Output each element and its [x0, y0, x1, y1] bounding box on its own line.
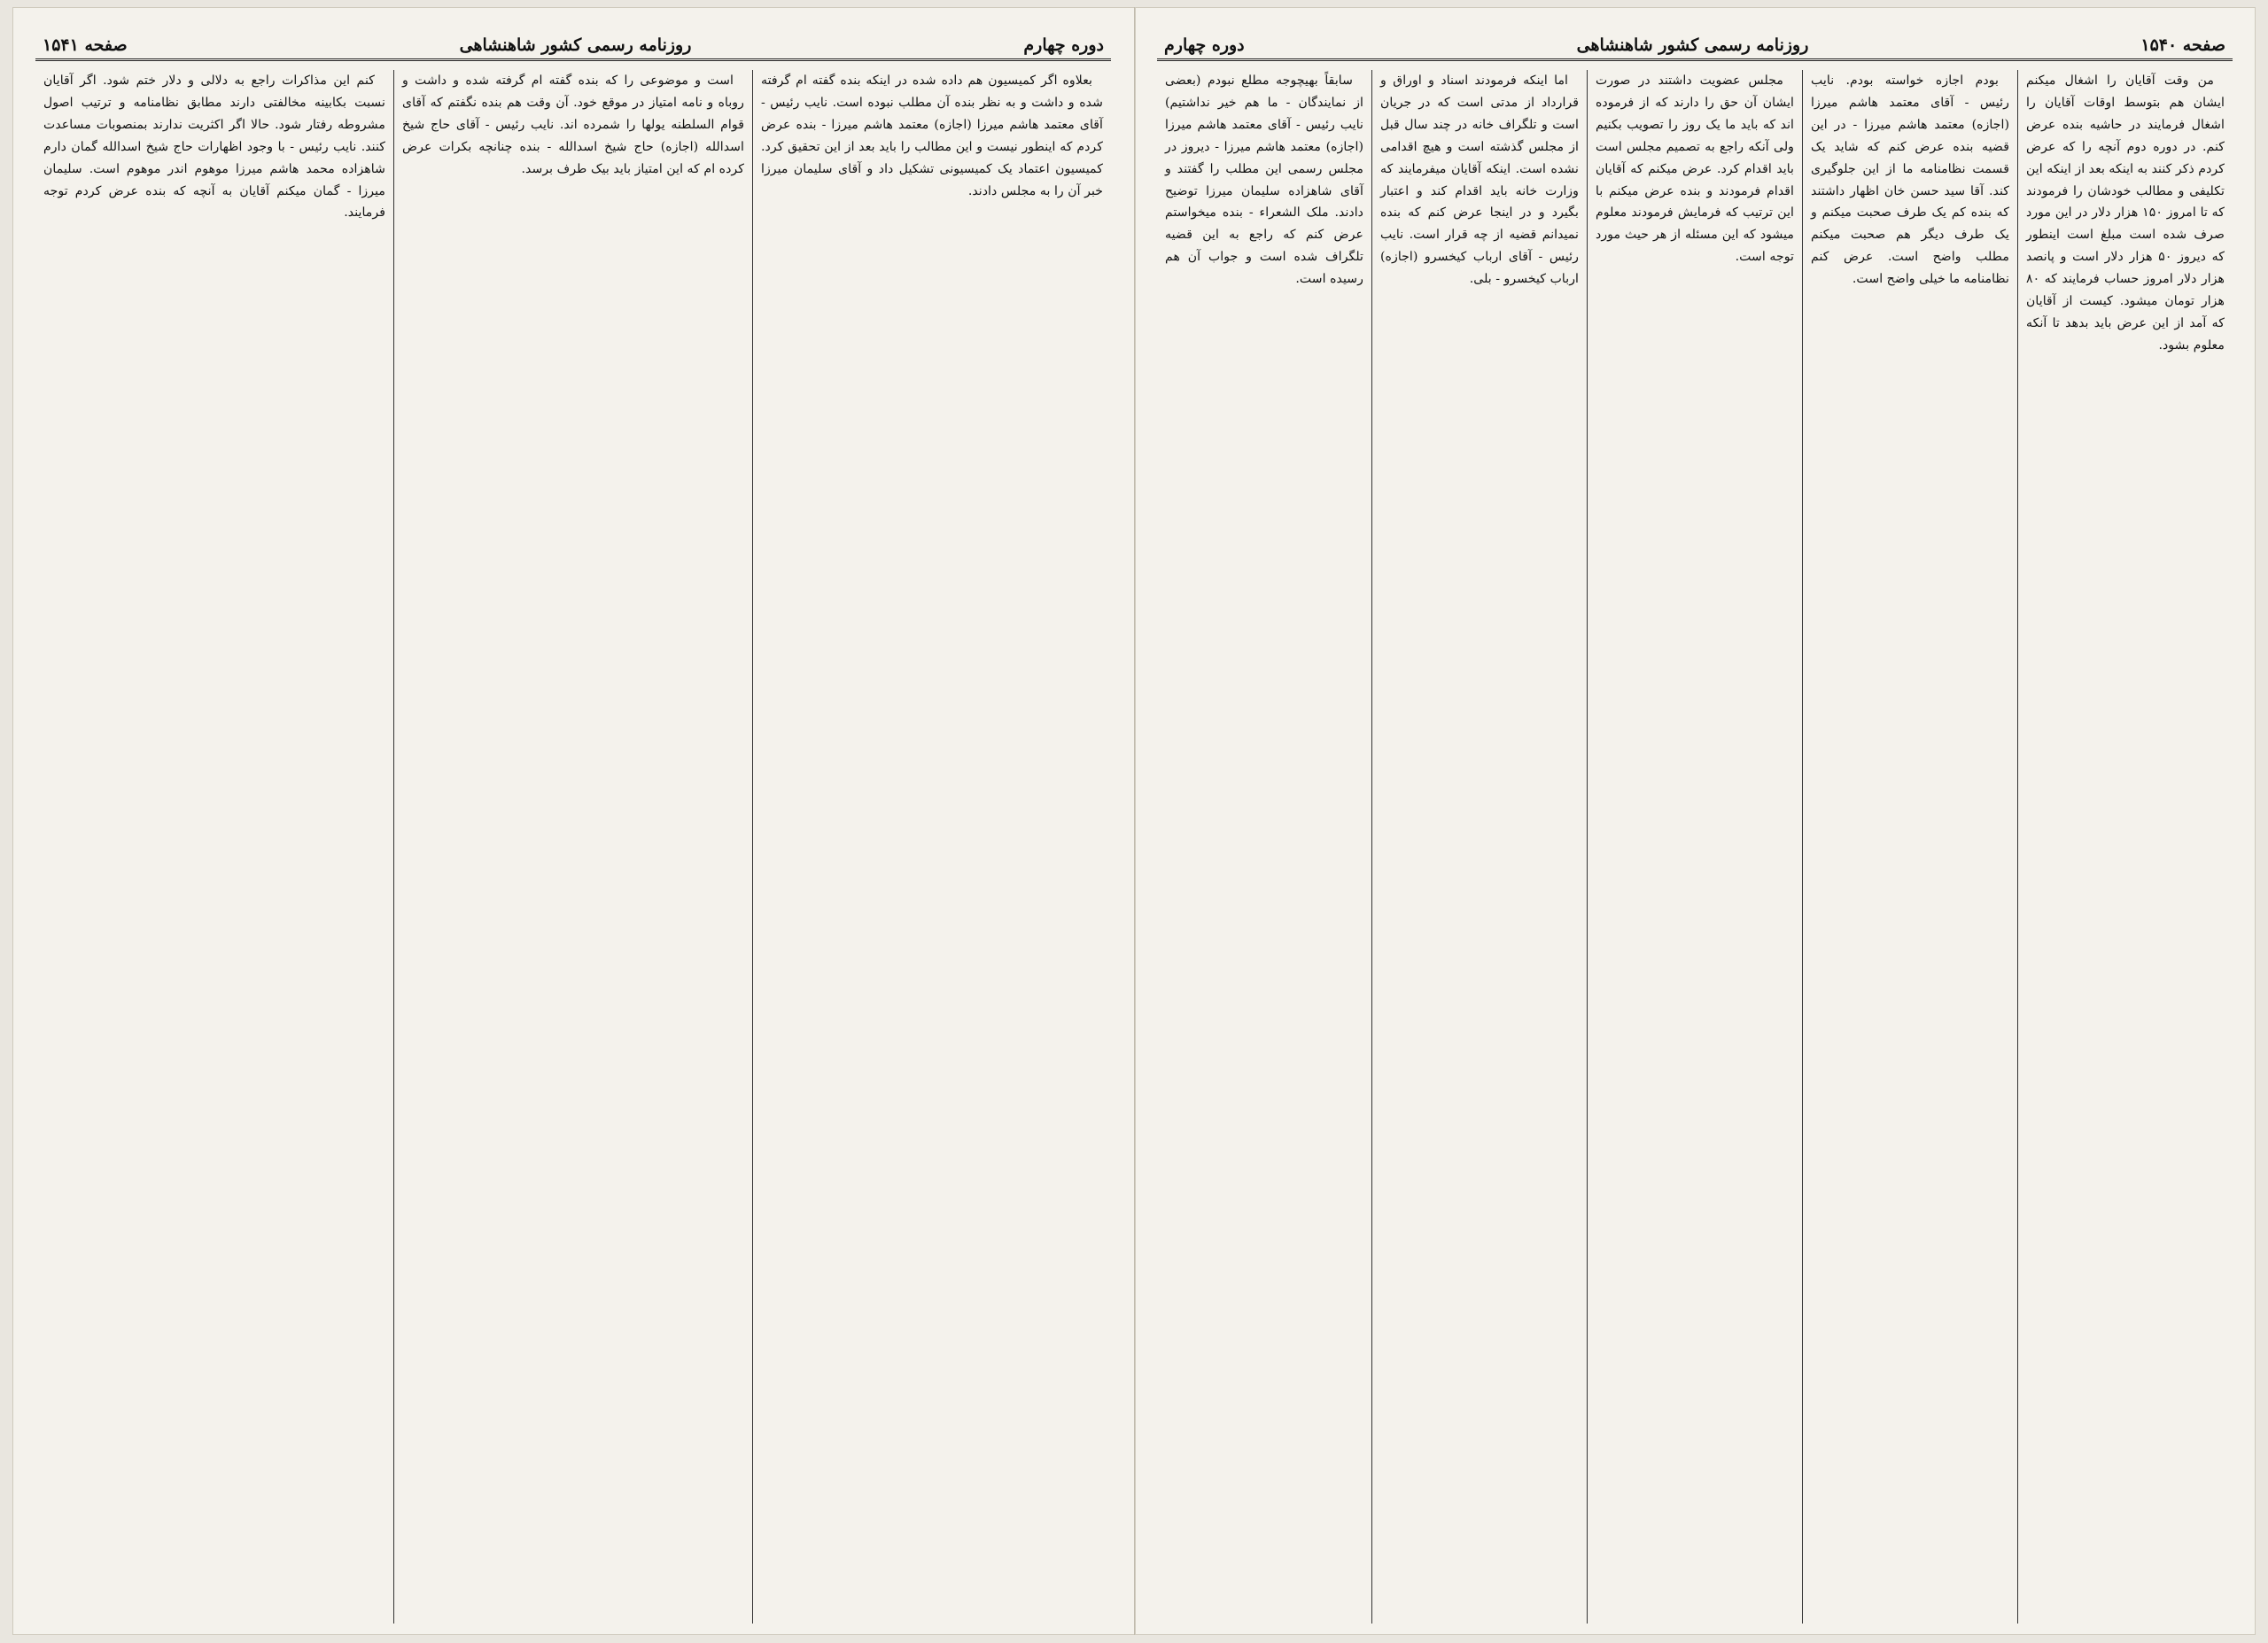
text-column [753, 70, 1111, 1624]
text-column [35, 70, 394, 1624]
newspaper-spread [12, 7, 2256, 1635]
right-page [1134, 7, 2256, 1635]
column-text: من وقت آقایان را اشغال میکنم ایشان هم بتوسط اوقات آقایان را اشغال فرمایند در حاشیه بنده عرض کنم. در دوره دوم آنچه را که عرض کردم ذکر کنند به اینکه بعد از اینکه این تکلیفی و مطالب خودشان را فرمودند که تا امروز ۱۵۰ هزار دلار در این مورد صرف شده است مبلغ است اینطور که دیروز ۵۰ هزار دلار است و پانصد هزار دلار امروز حساب فرمایند که ۸۰ هزار تومان میشود. کیست از آقایان که آمد از این عرض باید بدهد تا آنکه معلوم بشود. [2026, 74, 2225, 353]
column-text: مجلس عضویت داشتند در صورت ایشان آن حق را دارند که از فرموده اند که باید ما یک روز را تصویب بکنیم ولی آنکه راجع به تصمیم مجلس است باید اقدام کرد. عرض میکنم که آقایان اقدام فرمودند و بنده عرض میکنم با این ترتیب که فرمایش فرمودند معلوم میشود که این مسئله از هر حیث مورد توجه است. [1596, 74, 1794, 265]
text-columns [1157, 70, 2233, 1624]
page-number: صفحه ۱۵۴۰ [2140, 35, 2225, 55]
text-column [1372, 70, 1588, 1624]
column-text: سابقاً بهیچوجه مطلع نبودم (بعضی از نمایندگان - ما هم خیر نداشتیم) نایب رئیس - آقای معتمد هاشم میرزا (اجازه) معتمد هاشم میرزا - دیروز در مجلس رسمی این مطلب را گفتند و آقای شاهزاده سلیمان میرزا توضیح دادند. ملک الشعراء - بنده میخواستم عرض کنم که راجع به این قضیه تلگراف شده است و جواب آن هم رسیده است. [1165, 74, 1363, 287]
column-text: اما اینکه فرمودند اسناد و اوراق و قرارداد از مدتی است که در جریان است و تلگراف خانه در چند سال قبل از مجلس گذشته است و هیچ اقدامی نشده است. اینکه آقایان میفرمایند که وزارت خانه باید اقدام کند و اعتبار بگیرد و در اینجا عرض کنم که بنده نمیدانم قضیه از چه قرار است. نایب رئیس - آقای ارباب کیخسرو (اجازه) ارباب کیخسرو - بلی. [1380, 74, 1579, 287]
text-column [1588, 70, 1803, 1624]
session-label: دوره چهارم [1023, 35, 1104, 55]
column-text: بعلاوه اگر کمیسیون هم داده شده در اینکه بنده گفته ام گرفته شده و داشت و به نظر بنده آن مطلب نبوده است. نایب رئیس - آقای معتمد هاشم میرزا (اجازه) معتمد هاشم میرزا - بنده عرض کردم که اینطور نیست و این مطالب را باید بعد از این تحقیق کرد. کمیسیون اعتماد یک کمیسیونی تشکیل داد و آقای سلیمان میرزا خبر آن را به مجلس دادند. [761, 74, 1103, 198]
column-text: بودم اجازه خواسته بودم. نایب رئیس - آقای معتمد هاشم میرزا (اجازه) معتمد هاشم میرزا - در این قضیه بنده عرض کنم که شاید یک قسمت نظامنامه ما از این جلوگیری کند. آقا سید حسن خان اظهار داشتند که بنده کم یک طرف صحبت میکنم و یک طرف دیگر هم صحبت میکنم مطلب واضح است. عرض کنم نظامنامه ما خیلی واضح است. [1811, 74, 2009, 287]
column-text: کنم این مذاکرات راجع به دلالی و دلار ختم شود. اگر آقایان نسبت بکابینه مخالفتی دارند مطابق نظامنامه و ترتیب اصول مشروطه رفتار شود. حالا اگر اکثریت ندارند بمنصوبات مساعدت کنند. نایب رئیس - با وجود اظهارات حاج شیخ اسدالله گمان دارم شاهزاده محمد هاشم میرزا موهوم اندر موهوم است. سلیمان میرزا - گمان میکنم آقایان به آنچه که بنده عرض کردم توجه فرمایند. [43, 74, 385, 221]
text-column [2018, 70, 2233, 1624]
page-header [1157, 19, 2233, 61]
newspaper-title: روزنامه رسمی کشور شاهنشاهی [1576, 35, 1809, 55]
page-header [35, 19, 1111, 61]
session-label: دوره چهارم [1164, 35, 1245, 55]
text-column [1803, 70, 2018, 1624]
column-text: است و موضوعی را که بنده گفته ام گرفته شده و داشت و روباه و نامه امتیاز در موقع خود. آن وقت هم بنده نگفتم که آقای قوام السلطنه یولها را شمرده اند. نایب رئیس - آقای حاج شیخ اسدالله (اجازه) حاج شیخ اسدالله - بنده چنانچه بکرات عرض کرده ام که این امتیاز باید بیک طرف برسد. [402, 74, 744, 176]
text-columns [35, 70, 1111, 1624]
left-page [12, 7, 1134, 1635]
text-column [394, 70, 753, 1624]
page-number: صفحه ۱۵۴۱ [43, 35, 128, 55]
newspaper-title: روزنامه رسمی کشور شاهنشاهی [459, 35, 692, 55]
text-column [1157, 70, 1372, 1624]
